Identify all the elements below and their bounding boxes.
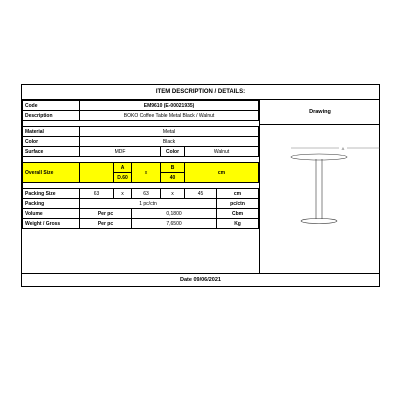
row-code [23,101,259,111]
drawing-panel [259,100,380,274]
row-volume [23,209,259,219]
overall-size-x: x [132,163,161,183]
code-label: Code [23,101,80,111]
row-packing-size [23,189,259,199]
drawing-title: Drawing [260,100,380,125]
dimension-a [291,146,380,151]
packing-label: Packing [23,199,80,209]
dim-a-value: D.60 [114,173,132,183]
row-material [23,127,259,137]
packing-size-2: 63 [132,189,161,199]
code-value: EM9610 (E-00021935) [80,101,259,111]
material-label: Material [23,127,80,137]
packing-size-label: Packing Size [23,189,80,199]
dim-b-label: B [161,163,185,173]
color-value: Black [80,137,259,147]
material-value: Metal [80,127,259,137]
volume-label: Volume [23,209,80,219]
weight-per: Per pc [80,219,132,229]
spec-sheet [21,84,380,287]
overall-size-blank [80,163,114,183]
description-value: BOKO Coffee Table Metal Black / Walnut [80,111,259,121]
dim-a-label: A [114,163,132,173]
weight-unit: Kg [217,219,259,229]
volume-per: Per pc [80,209,132,219]
surface-value: MDF [80,147,161,157]
row-weight [23,219,259,229]
row-overall-size-top [23,163,259,173]
overall-size-unit: cm [185,163,259,183]
surface-color-value: Walnut [185,147,259,157]
packing-size-x1: x [114,189,132,199]
dim-b-value: 40 [161,173,185,183]
row-description [23,111,259,121]
weight-label: Weight / Gross [23,219,80,229]
packing-size-x2: x [161,189,185,199]
weight-value: 7,6500 [132,219,217,229]
surface-color-label: Color [161,147,185,157]
surface-label: Surface [23,147,80,157]
volume-unit: Cbm [217,209,259,219]
color-label: Color [23,137,80,147]
packing-unit: pc/ctn [217,199,259,209]
packing-size-unit: cm [217,189,259,199]
table-drawing [260,126,380,274]
details-table [22,100,259,229]
row-color [23,137,259,147]
row-surface [23,147,259,157]
row-packing [23,199,259,209]
description-label: Description [23,111,80,121]
dim-a-marker: A [341,146,345,151]
packing-value: 1 pc/ctn [80,199,217,209]
packing-size-3: 45 [185,189,217,199]
date-footer: Date 09/06/2021 [22,273,379,286]
table-top [291,154,347,160]
sheet-title: ITEM DESCRIPTION / DETAILS: [22,85,379,100]
table-base [301,219,337,224]
volume-value: 0,1800 [132,209,217,219]
packing-size-1: 63 [80,189,114,199]
overall-size-label: Overall Size [23,163,80,183]
